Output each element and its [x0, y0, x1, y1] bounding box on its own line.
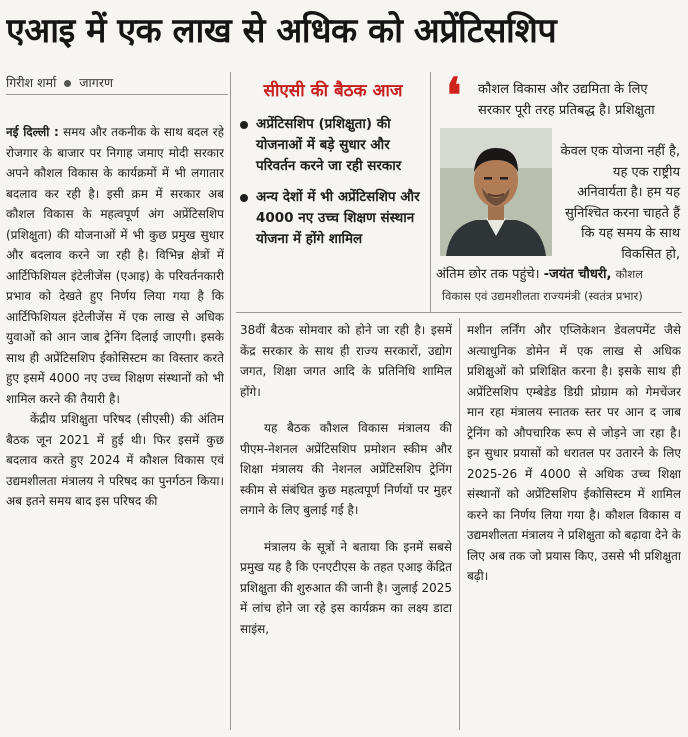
author-name: गिरीश शर्मा	[6, 75, 57, 90]
quote-box-divider	[430, 72, 431, 312]
paragraph-3: 38वीं बैठक सोमवार को होने जा रही है। इसमें केंद्र सरकार के साथ ही राज्य सरकारों, उद्योग जगत, शिक्षा जगत आदि के प्रतिनिधि शामिल होंगे।	[240, 323, 452, 399]
minister-photo	[440, 128, 552, 256]
paragraph-4: यह बैठक कौशल विकास मंत्रालय की पीएम-नेशनल अप्रेंटिसशिप प्रमोशन स्कीम और शिक्षा मंत्रालय की नेशनल अप्रेंटिसशिप ट्रेनिंग स्कीम से संबंधित कुछ महत्वपूर्ण निर्णयों पर मुहर लगाने के लिए बुलाई गई है।	[240, 421, 452, 517]
sidebar-points	[240, 114, 420, 260]
publication-name: जागरण	[79, 75, 113, 90]
paragraph-6: मशीन लर्निंग और एप्लिकेशन डेवलपमेंट जैसे अत्याधुनिक डोमेन में एक लाख से अधिक प्रशिक्षुओं को प्रशिक्षित करना है। इसके साथ ही अप्रेंटिसशिप एम्बेडेड डिग्री प्रोग्राम को गेमचेंजर मान रहा मंत्रालय स्नातक स्तर पर आन द जाब ट्रेनिंग को औपचारिक रूप से जोड़ने जा रहा है। इन सुधार प्रयासों को धरातल पर उतारने के लिए 2025-26 में 4000 से अधिक उच्च शिक्षा संस्थानों को अप्रेंटिसशिप ईकोसिस्टम में शामिल करने का निर्णय लिया गया है। कौशल विकास व उद्यमशीलता मंत्रालय ने प्रशिक्षुता को बढ़ावा देने के लिए अब तक जो प्रयास किए, उससे भी प्रशिक्षुता बढ़ी।	[467, 323, 681, 583]
quote-attribution	[436, 264, 682, 307]
article-column-2	[240, 320, 452, 730]
sidebar-title: सीएसी की बैठक आज	[263, 81, 403, 101]
quote-line-3: अंतिम छोर तक पहुंचे।	[436, 267, 540, 282]
quote-line-2: केवल एक योजना नहीं है, यह एक राष्ट्रीय अनिवार्यता है। हम यह सुनिश्चित करना चाहते हैं कि यह समय के साथ विकसित हो,	[560, 144, 680, 262]
box-bottom-divider	[236, 312, 682, 313]
quote-author-role-a: कौशल	[615, 267, 644, 281]
paragraph-5: मंत्रालय के सूत्रों ने बताया कि इनमें सबसे प्रमुख यह है कि एनएटीएस के तहत एआइ केंद्रित प्रशिक्षुता की शुरुआत की जानी है। जुलाई 2025 में लांच होने जा रहे इस कार्यक्रम का लक्ष्य डाटा साइंस,	[240, 539, 452, 636]
sidebar-point: अप्रेंटिसशिप (प्रशिक्षुता) की योजनाओं में बड़े सुधार और परिवर्तन करने जा रही सरकार	[240, 114, 420, 177]
byline-divider	[6, 94, 228, 95]
portrait-image	[440, 128, 552, 256]
sidebar-point: अन्य देशों में भी अप्रेंटिसशिप और 4000 नए उच्च शिक्षण संस्थान योजना में होंगे शामिल	[240, 187, 420, 250]
byline	[6, 74, 113, 91]
bullet-icon	[240, 121, 248, 129]
paragraph-2: केंद्रीय प्रशिक्षुता परिषद (सीएसी) की अंतिम बैठक जून 2021 में हुई थी। फिर इसमें कुछ बदलाव करते हुए 2024 में कौशल विकास एवं उद्यमशीलता मंत्रालय ने परिषद का पुनर्गठन किया। अब इतने समय बाद इस परिषद की	[6, 412, 224, 508]
column-divider-2	[459, 318, 460, 730]
article-column-3	[467, 320, 681, 730]
bullet-dot-icon	[64, 80, 71, 87]
headline: एआइ में एक लाख से अधिक को अप्रेंटिसशिप	[6, 11, 557, 51]
quote-author: -जयंत चौधरी,	[543, 267, 612, 282]
quote-author-role-b: विकास एवं उद्यमशीलता राज्यमंत्री (स्वतंत्र प्रभार)	[442, 288, 643, 303]
lead-text: समय और तकनीक के साथ बदल रहे रोजगार के बाजार पर निगाह जमाए मोदी सरकार अपने कौशल विकास के कार्यक्रमों में भी लगातार बदलाव कर रही है। इसी क्रम में सरकार अब कौशल विकास के महत्वपूर्ण अंग अप्रेंटिसशिप (प्रशिक्षुता) की योजनाओं में भी कुछ प्रमुख सुधार और बदलाव करने जा रही है। विभिन्न क्षेत्रों में आर्टिफिशियल इंटेलीजेंस (एआइ) के परिवर्तनकारी प्रभाव को देखते हुए निर्णय लिया गया है कि आर्टिफिशियल इंटेलीजेंस में एक लाख से अधिक युवाओं को आन जाब ट्रेनिंग दिलाई जाएगी। इसके साथ ही अप्रेंटिसशिप ईकोसिस्टम का विस्तार करते हुए इसमें 4000 नए उच्च शिक्षण संस्थानों को भी शामिल करने की तैयारी है।	[6, 125, 224, 406]
column-divider-1	[230, 72, 231, 730]
bullet-icon	[240, 194, 248, 202]
article-column-1	[6, 122, 224, 728]
quote-mark-icon: ❛	[446, 68, 462, 124]
quote-line-1: कौशल विकास और उद्यमिता के लिए सरकार पूरी तरह प्रतिबद्ध है। प्रशिक्षुता	[478, 82, 655, 118]
lead-paragraph	[6, 122, 224, 409]
dateline: नई दिल्ली :	[6, 125, 59, 139]
